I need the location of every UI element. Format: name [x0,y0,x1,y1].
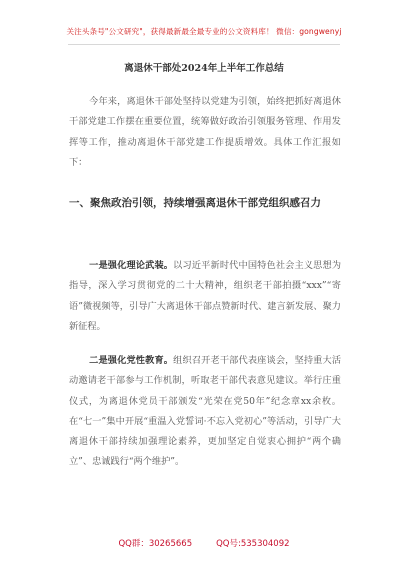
footer-qq-group: QQ群：30265665 [118,539,193,549]
intro-paragraph [69,92,341,173]
item-1-paragraph [69,256,341,337]
intro-text: 今年来，离退休干部处坚持以党建为引领，始终把抓好离退休干部党建工作摆在重要位置，统筹做好政治引领服务管理、作用发挥等工作，推动离退休干部党建工作提质增效。具体工作汇报如下： [69,96,341,168]
item-1-text: 以习近平新时代中国特色社会主义思想为指导，深入学习贯彻党的二十大精神，组织老干部拍摄“xxx”“寄语”微视频等，引导广大离退休干部点赞新时代、建言新发展、聚力新征程。 [69,260,342,332]
footer-qq: QQ号:535304092 [216,539,290,549]
item-2-paragraph [69,351,341,473]
item-2-lead: 二是强化党性教育。 [89,355,174,366]
section-heading: 一、聚焦政治引领，持续增强离退休干部党组织感召力 [69,197,321,209]
item-2-text: 组织召开老干部代表座谈会，坚持重大活动邀请老干部参与工作机制，听取老干部代表意见建议。举行庄重仪式，为离退休党员干部颁发“光荣在党50年”纪念章xx余枚。在“七一”集中开展“重温入党誓词·不忘入党初心”等活动，引导广大离退休干部持续加强理论素养，更加坚定自觉衷心拥护“两个确立”、忠诚践行“两个维护”。 [69,355,342,468]
item-1-lead: 一是强化理论武装。 [89,260,174,271]
header-banner: 关注头条号"公文研究"，获得最新最全最专业的公文资料库！ 微信：gongwenyj [66,27,342,36]
document-title: 离退休干部处2024年上半年工作总结 [124,63,284,74]
header-divider [68,44,340,45]
footer-contact [0,537,408,549]
